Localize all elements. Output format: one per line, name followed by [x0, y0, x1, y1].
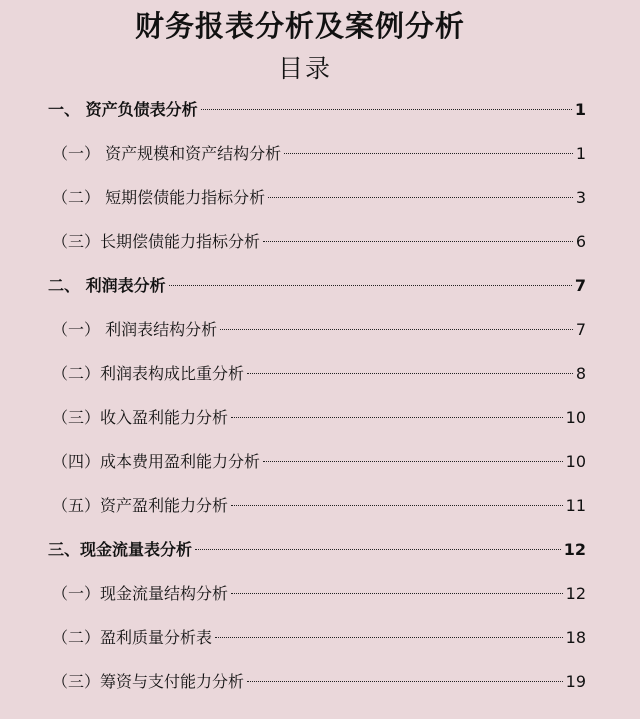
- toc-entry-3-3[interactable]: [52, 670, 586, 694]
- dot-leader: [195, 549, 561, 550]
- dot-leader: [247, 373, 573, 374]
- toc-entry-page: 7: [574, 276, 586, 295]
- toc-entry-label: （二）利润表构成比重分析: [52, 364, 245, 383]
- toc-entry-2-2[interactable]: [52, 362, 586, 386]
- toc-entry-1-1[interactable]: [52, 142, 586, 166]
- toc-entry-page: 12: [565, 584, 586, 603]
- toc-entry-2-3[interactable]: [52, 406, 586, 430]
- dot-leader: [231, 505, 563, 506]
- toc-entry-page: 3: [575, 188, 586, 207]
- toc-entry-2-1[interactable]: [52, 318, 586, 342]
- toc-entry-page: 10: [565, 452, 586, 471]
- toc-entry-page: 7: [575, 320, 586, 339]
- dot-leader: [215, 637, 563, 638]
- toc-entry-2-5[interactable]: [52, 494, 586, 518]
- toc-entry-2-4[interactable]: [52, 450, 586, 474]
- toc-entry-label: （二）盈利质量分析表: [52, 628, 213, 647]
- dot-leader: [201, 109, 572, 110]
- toc-entry-page: 12: [563, 540, 586, 559]
- dot-leader: [231, 417, 563, 418]
- toc-entry-label: （一） 利润表结构分析: [52, 320, 218, 339]
- toc-entry-page: 1: [574, 100, 586, 119]
- toc-entry-label: （三）长期偿债能力指标分析: [52, 232, 261, 251]
- toc-entry-label: 二、 利润表分析: [48, 276, 166, 295]
- dot-leader: [263, 241, 573, 242]
- toc-entry-section-2[interactable]: [48, 274, 586, 298]
- toc-entry-page: 18: [565, 628, 586, 647]
- toc-entry-page: 8: [575, 364, 586, 383]
- toc-entry-section-1[interactable]: [48, 98, 586, 122]
- toc-entry-page: 19: [565, 672, 586, 691]
- toc-entry-page: 1: [575, 144, 586, 163]
- toc-entry-label: （一）现金流量结构分析: [52, 584, 229, 603]
- toc-entry-1-3[interactable]: [52, 230, 586, 254]
- toc-entry-label: （三）收入盈利能力分析: [52, 408, 229, 427]
- toc-entry-label: （四）成本费用盈利能力分析: [52, 452, 261, 471]
- toc-entry-section-3[interactable]: [48, 538, 586, 562]
- toc-entry-1-2[interactable]: [52, 186, 586, 210]
- dot-leader: [263, 461, 563, 462]
- toc-entry-3-2[interactable]: [52, 626, 586, 650]
- toc-entry-label: （五）资产盈利能力分析: [52, 496, 229, 515]
- dot-leader: [247, 681, 563, 682]
- dot-leader: [268, 197, 573, 198]
- dot-leader: [284, 153, 573, 154]
- toc-heading: 目录: [277, 54, 332, 83]
- document-title: 财务报表分析及案例分析: [134, 9, 465, 43]
- toc-entry-3-1[interactable]: [52, 582, 586, 606]
- dot-leader: [169, 285, 572, 286]
- toc-entry-page: 6: [575, 232, 586, 251]
- dot-leader: [220, 329, 573, 330]
- toc-entry-page: 11: [565, 496, 586, 515]
- toc-entry-label: （二） 短期偿债能力指标分析: [52, 188, 266, 207]
- toc-entry-label: 三、现金流量表分析: [48, 540, 193, 559]
- toc-entry-page: 10: [565, 408, 586, 427]
- dot-leader: [231, 593, 563, 594]
- toc-entry-label: （三）筹资与支付能力分析: [52, 672, 245, 691]
- toc-entry-label: （一） 资产规模和资产结构分析: [52, 144, 282, 163]
- toc-entry-label: 一、 资产负债表分析: [48, 100, 198, 119]
